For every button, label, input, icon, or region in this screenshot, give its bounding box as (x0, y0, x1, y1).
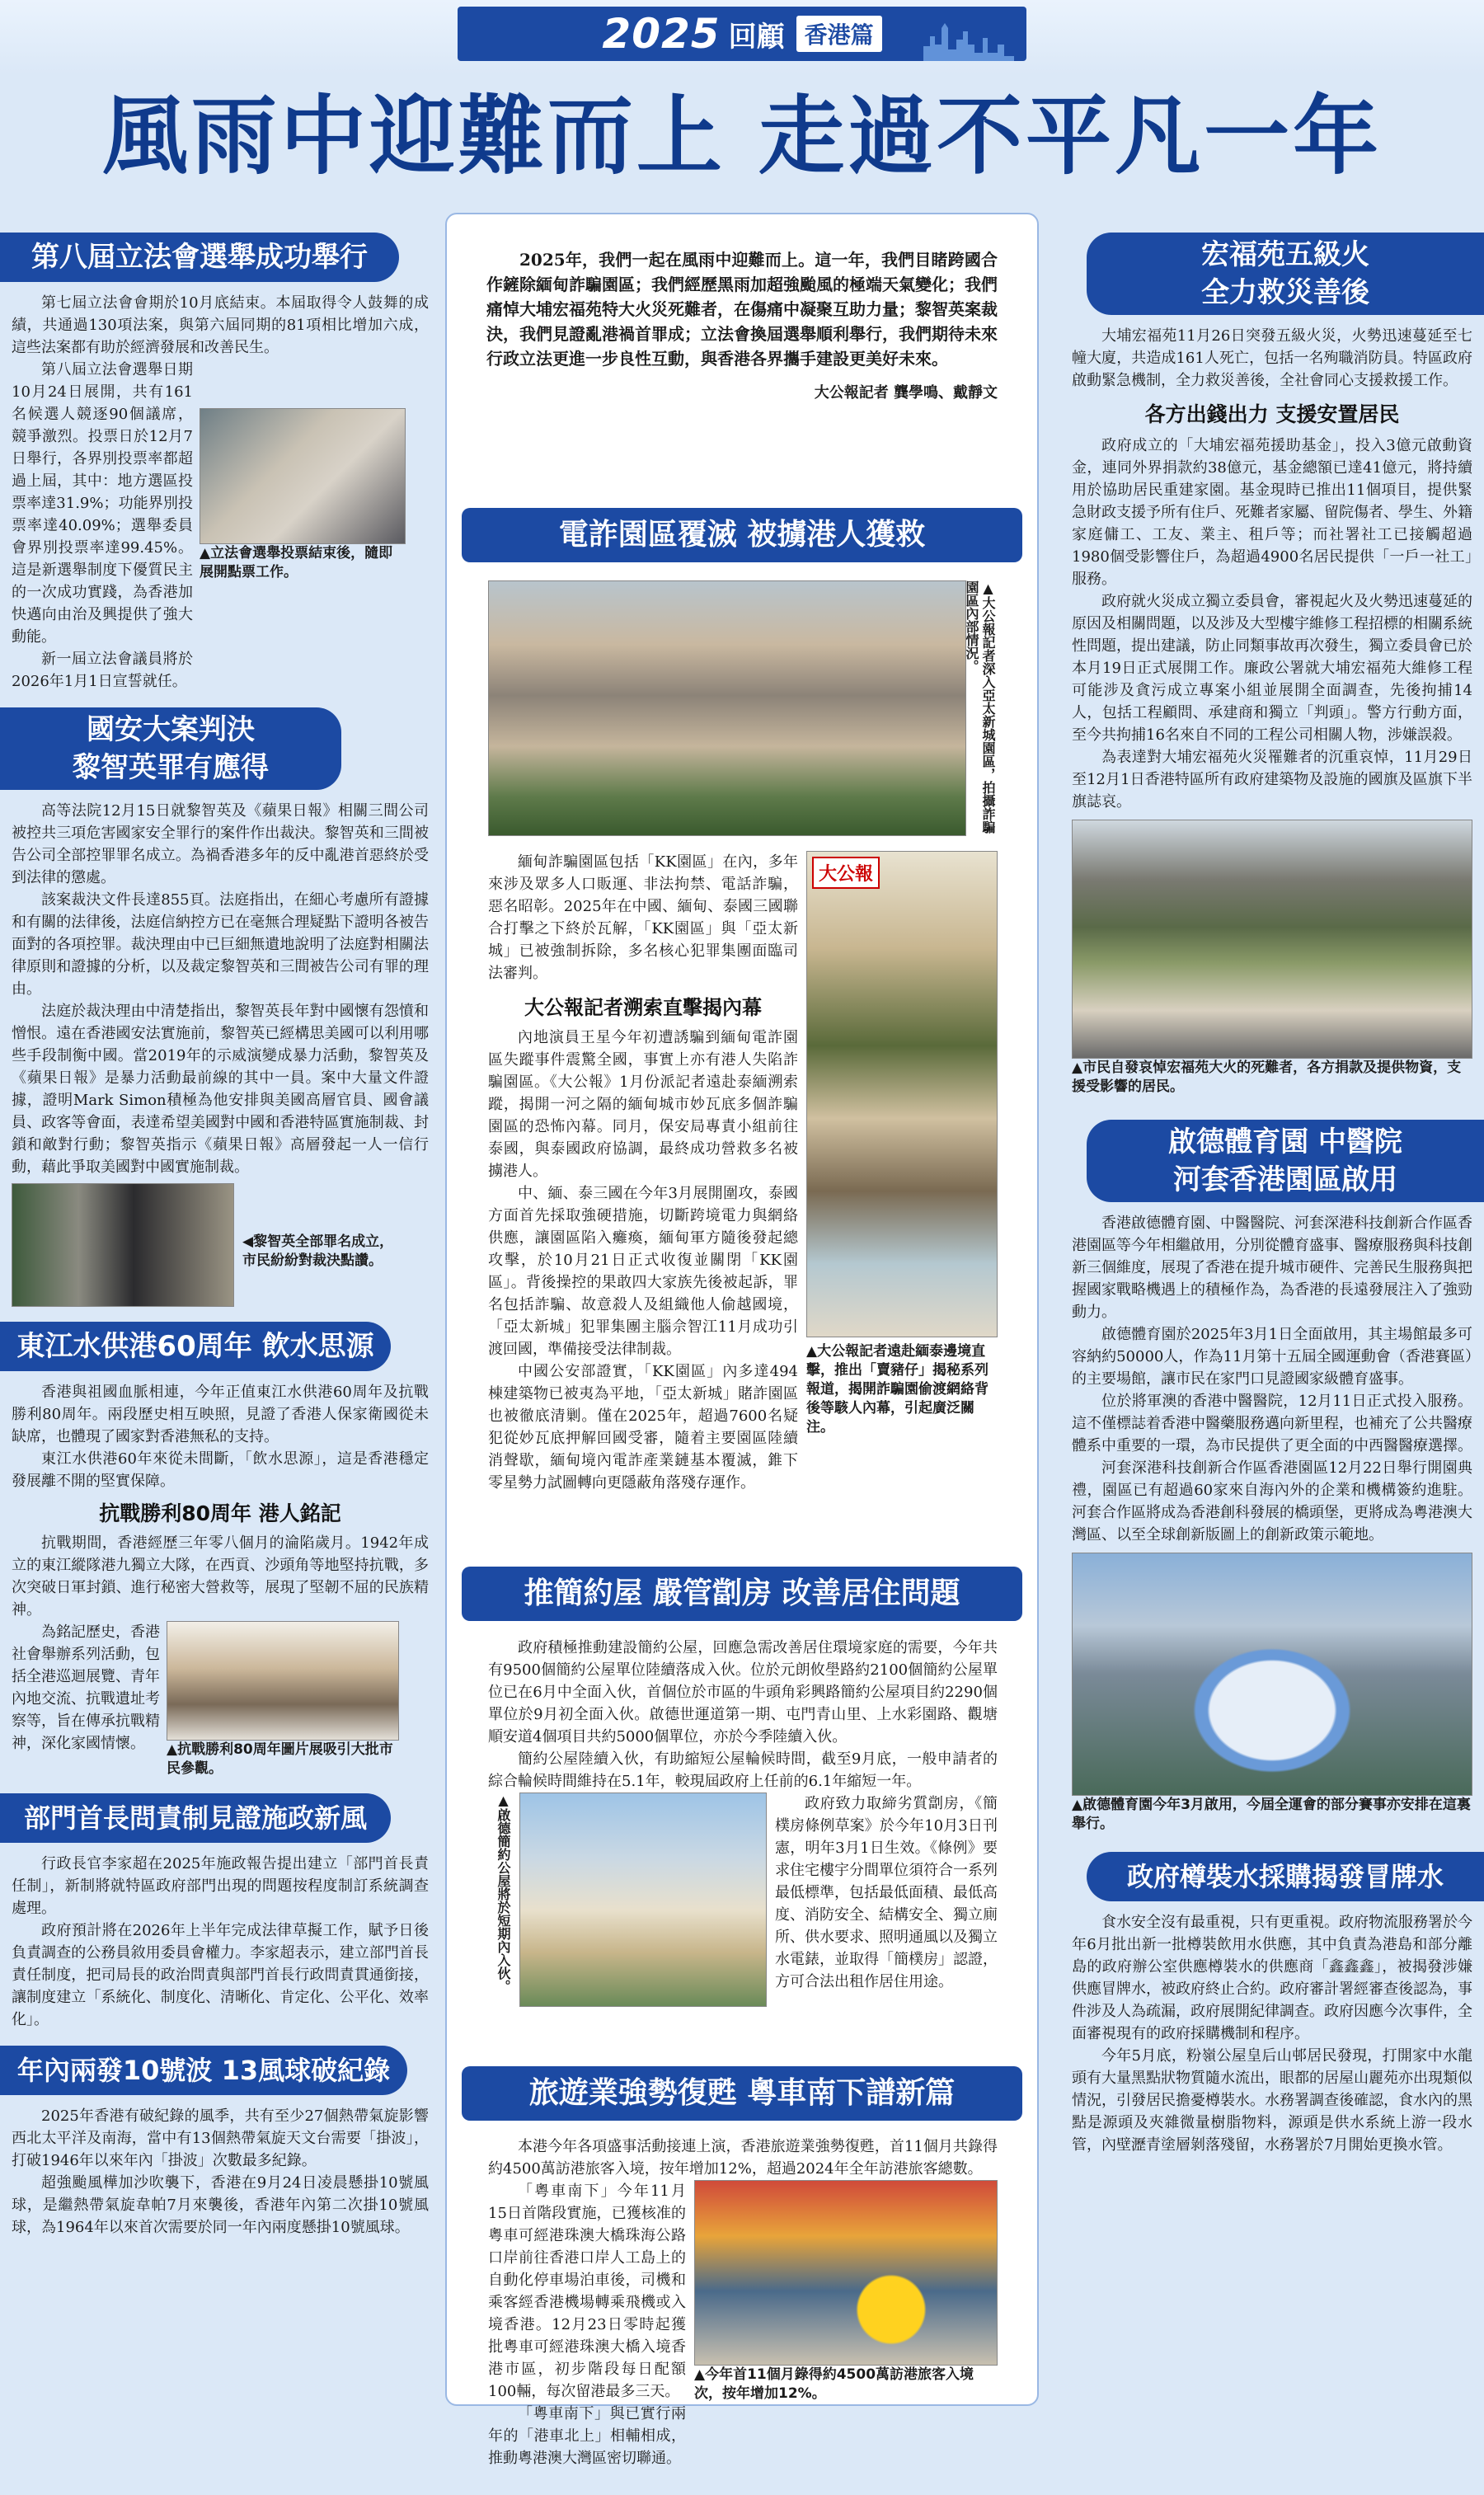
paragraph: 簡約公屋陸續入伙，有助縮短公屋輪候時間，截至9月底，一般申請者的綜合輪候時間維持在5.1年，較現屆政府上任前的6.1年縮短一年。 (488, 1750, 998, 1790)
paragraph: 今年5月底，粉嶺公屋皇后山邨居民發現，打開家中水龍頭有大量黑點狀物質隨水流出，眼都的居屋山麗苑亦出現類似情況，引發居民擔憂樽裝水。水務署調查後確認，食水內的黑點是源頭及夾雜微量樹脂物料，源頭是供水系統上游一段水管，內壁瀝青塗層剝落殘留，水務署於7月開始更換水管。 (1072, 2047, 1472, 2154)
intro-text: 2025年，我們一起在風雨中迎難而上。這一年，我們目睹跨國合作鏟除緬甸詐騙園區；我們經歷黑雨加超強颱風的極端天氣變化；我們痛悼大埔宏福苑特大火災死難者，在傷痛中凝聚互助力量；黎智英案裁決，我們見證亂港禍首罪成；立法會換屆選舉順利舉行，我們期待未來行政立法更進一步良性互動，與香港各界攜手建設更美好未來。 (486, 250, 998, 369)
banner-section: 香港篇 (796, 16, 882, 52)
paragraph: 抗戰期間，香港經歷三年零八個月的淪陷歲月。1942年成立的東江縱隊港九獨立大隊，在西貢、沙頭角等地堅持抗戰，多次突破日軍封鎖、進行秘密大營救等，展現了堅韌不屈的民族精神。 (12, 1534, 429, 1619)
section-title-legco: 第八屆立法會選舉成功舉行 (0, 233, 399, 282)
paragraph: 第七屆立法會會期於10月底結束。本屆取得令人鼓舞的成績，共通過130項法案，與第六屆同期的81項相比增加六成，這些法案都有助於經濟發展和改善民生。 (12, 294, 429, 356)
photo-caption: ▲啟德簡約公屋將於短期內入伙。 (495, 1793, 511, 1993)
right-column (1072, 233, 1472, 2156)
photo-simple-housing (519, 1793, 767, 2007)
byline: 大公報記者 龔學鳴、戴靜文 (814, 384, 998, 402)
photo-caption: ▲啟德體育園今年3月啟用，今屆全運會的部分賽事亦安排在這裏舉行。 (1072, 1797, 1471, 1832)
newspaper-clippings (806, 851, 998, 1337)
subheading: 各方出錢出力 支援安置居民 (1144, 402, 1400, 426)
left-column (12, 233, 429, 2239)
paragraph: 政府預計將在2026年上半年完成法律草擬工作，賦予日後負責調查的公務員敘用委員會權力。李家超表示，建立部門首長責任制度，把司局長的政治問責與部門首長行政問責貫通銜接，讓制度建立「系統化、制度化、清晰化、肯定化、公平化、效率化」。 (12, 1922, 429, 2028)
paragraph: 中國公安部證實，「KK園區」內多達494棟建築物已被夷為平地，「亞太新城」賭詐園區也被徹底清剿。僅在2025年，超過7600名疑犯從妙瓦底押解回國受審，隨着主要園區陸續消聲歇，緬甸境內電詐產業鏈基本覆滅，錐下零星勢力試圖轉向更隱蔽角落殘存運作。 (488, 1363, 798, 1492)
photo-caption: ▲立法會選舉投票結束後，隨即展開點票工作。 (200, 545, 393, 580)
paragraph: 香港與祖國血脈相連，今年正值東江水供港60周年及抗戰勝利80周年。兩段歷史相互映照，見證了香港人保家衛國從未缺席，也體現了國家對香港無私的支持。 (12, 1384, 429, 1445)
photo-tourists-duck (694, 2180, 998, 2366)
title-line: 全力救災善後 (1201, 276, 1369, 309)
housing-section (488, 1637, 998, 2007)
paragraph: 大埔宏福苑11月26日突發五級火災，火勢迅速蔓延至七幢大廈，共造成161人死亡，包括一名殉職消防員。特區政府啟動緊急機制，全力救災善後，全社會同心支援救援工作。 (1072, 327, 1472, 389)
title-line: 黎智英罪有應得 (73, 751, 269, 784)
section-title-jimmy-lai (0, 707, 341, 790)
paragraph: 法庭於裁決理由中清楚指出，黎智英長年對中國懷有怨憤和憎恨。遠在香港國安法實施前，黎智英已經構思美國可以利用哪些手段制衡中國。當2019年的示威演變成暴力活動，黎智英及《蘋果日報》是暴力活動最前線的其中一員。案中大量文件證據，證明Mark Simon積極為他安排與美國高層官員、國會議員、政客等會面，表達希望美國對中國和香港特區實施制裁、封鎖和敵對行動；黎智英指示《蘋果日報》高層發起一人一信行動，藉此爭取美國對中國實施制裁。 (12, 1003, 429, 1176)
section-title-dongjiang: 東江水供港60周年 飲水思源 (0, 1322, 391, 1371)
section-title-tourism: 旅遊業強勢復甦 粵車南下譜新篇 (462, 2066, 1022, 2121)
photo-scam-park (488, 580, 966, 836)
paragraph: 緬甸詐騙園區包括「KK園區」在內，多年來涉及眾多人口販運、非法拘禁、電話詐騙，惡名昭彰。2025年在中國、緬甸、泰國三國聯合打擊之下終於瓦解，「KK園區」與「亞太新城」已被強制拆除，多名核心犯罪集團面臨司法審判。 (488, 853, 798, 982)
paragraph: 食水安全沒有最重視，只有更重視。政府物流服務署於今年6月批出新一批樽裝飲用水供應，其中負責為港島和部分離島的政府辦公室供應樽裝水的供應商「鑫鑫鑫」，被揭發涉嫌供應冒牌水，被政府終止合約。政府審計署經審查後認為，事件涉及人為疏漏，政府展開紀律調查。政府因應今次事件，全面審視現有的政府採購機制和程序。 (1072, 1914, 1472, 2042)
banner-year: 2025 (602, 10, 721, 58)
title-line: 宏福苑五級火 (1201, 238, 1369, 271)
photo-vote-count (200, 408, 406, 544)
skyline-icon (923, 20, 1055, 61)
paragraph: 新一屆立法會議員將於2026年1月1日宣誓就任。 (12, 651, 193, 690)
paragraph: 「粵車南下」今年11月15日首階段實施，已獲核准的粵車可經港珠澳大橋珠海公路口岸前往香港口岸人工島上的自動化停車場泊車後，司機和乘客經香港機場轉乘飛機或入境香港。12月23日零時起獲批粵車可經港珠澳大橋入境香港市區，初步階段每日配額100輛，每次留港最多三天。 (488, 2183, 686, 2400)
paragraph: 中、緬、泰三國在今年3月展開圍攻，泰國方面首先採取強硬措施，切斷跨境電力與網絡供應，讓園區陷入癱瘓，緬甸軍方隨後發起總攻擊，於10月21日正式收復並關閉「KK園區」。背後操控的果敢四大家族先後被起訴，罪名包括詐騙、故意殺人及組織他人偷越國境，「亞太新城」犯罪集團主腦佘智江11月成功引渡回國，準備接受法律制裁。 (488, 1185, 798, 1358)
photo-caption: ▲大公報記者遠赴緬泰邊境直擊，推出「賣豬仔」揭秘系列報道，揭開詐騙園偷渡網絡背後等駭人內幕，引起廣泛關注。 (806, 1343, 989, 1435)
paragraph: 啟德體育園於2025年3月1日全面啟用，其主場館最多可容納約50000人，作為11月第十五屆全國運動會（香港賽區）的主要場館，讓市民在家門口見證國家級體育盛事。 (1072, 1326, 1472, 1388)
title-line: 國安大案判決 (87, 713, 255, 746)
tourism-section (488, 2136, 998, 2469)
title-line: 河套香港園區啟用 (1173, 1163, 1397, 1196)
paragraph: 行政長官李家超在2025年施政報告提出建立「部門首長責任制」，新制將就特區政府部門出現的問題按程度制訂系統調查處理。 (12, 1855, 429, 1917)
newspaper-logo: 大公報 (812, 857, 880, 889)
paragraph: 本港今年各項盛事活動接連上演，香港旅遊業強勢復甦，首11個月共錄得約4500萬訪港旅客入境，按年增加12%，超過2024年全年訪港旅客總數。 (488, 2138, 998, 2178)
photo-kaitak-stadium (1072, 1553, 1472, 1796)
paragraph: 政府致力取締劣質劏房，《簡樸房條例草案》於今年10月3日刊憲，明年3月1日生效。《條例》要求住宅樓宇分間單位須符合一系列最低標準，包括最低面積、最低高度、消防安全、結構安全、獨立廁所、供水要求、照明通風以及獨立水電錶，並取得「簡樸房」認證，方可合法出租作居住用途。 (775, 1795, 998, 1990)
section-title-kaitak (1087, 1120, 1484, 1202)
paragraph: 政府成立的「大埔宏福苑援助基金」，投入3億元啟動資金，連同外界捐款約38億元，基金總額已達41億元，將持續用於協助居民重建家園。基金現時已推出11個項目，提供緊急財政支援予所有住戶、死難者家屬、留院傷者、學生、外籍家庭傭工、工友、業主、租戶等；而社署社工已接觸超過1980個受影響住戶，為超過4900名居民提供「一戶一社工」服務。 (1072, 437, 1472, 588)
subheading: 大公報記者溯索直擊揭內幕 (524, 996, 762, 1019)
section-title-accountability: 部門首長問責制見證施政新風 (0, 1793, 391, 1843)
paragraph: 政府積極推動建設簡約公屋，回應急需改善居住環境家庭的需要，今年共有9500個簡約公屋單位陸續落成入伙。位於元朗攸壆路約2100個簡約公屋單位已在6月中全面入伙，首個位於市區的牛頭角彩興路簡約公屋項目約2290個單位於9月初全面入伙。啟德世運道第一期、屯門青山里、上水彩園路、觀塘順安道4個項目共約5000個單位，亦於今季陸續入伙。 (488, 1639, 998, 1746)
paragraph: 位於將軍澳的香港中醫醫院，12月11日正式投入服務。這不僅標誌着香港中醫藥服務邁向新里程，也補充了公共醫療體系中重要的一環，為市民提供了更全面的中西醫醫療選擇。 (1072, 1393, 1472, 1454)
paragraph: 香港啟德體育園、中醫醫院、河套深港科技創新合作區香港園區等今年相繼啟用，分別從體育盛事、醫療服務與科技創新三個維度，展現了香港在提升城市硬件、完善民生服務與把握國家戰略機遇上的積極作為，為香港的長遠發展注入了強勁動力。 (1072, 1215, 1472, 1321)
paragraph: 超強颱風樺加沙吹襲下，香港在9月24日凌晨懸掛10號風球，是繼熱帶氣旋韋帕7月來襲後，香港年內第二次掛10號風球，為1964年以來首次需要於同一年內兩度懸掛10號風球。 (12, 2174, 429, 2236)
paragraph: 為銘記歷史，香港社會舉辦系列活動，包括全港巡迴展覽、青年內地交流、抗戰遺址考察等，旨在傳承抗戰精神，深化家國情懷。 (12, 1623, 160, 1752)
section-title-housing: 推簡約屋 嚴管劏房 改善居住問題 (462, 1567, 1022, 1621)
section-title-scam-parks: 電詐園區覆滅 被擄港人獲救 (462, 508, 1022, 562)
section-title-typhoon: 年內兩發10號波 13風球破紀錄 (0, 2046, 407, 2095)
paragraph: 第八屆立法會選舉日期10月24日展開，共有161名候選人競逐90個議席，競爭激烈。投票日於12月7日舉行，各界別投票率都超過上屆，其中：地方選區投票率達31.9%；功能界別投票率達40.09%；選舉委員會界別投票率達99.45%。這是新選舉制度下優質民主的一次成功實踐，為香港加快邁向由治及興提供了強大動能。 (12, 361, 193, 646)
section-title-bottled-water: 政府樽裝水採購揭發冒牌水 (1087, 1852, 1484, 1901)
title-line: 啟德體育園 中醫院 (1168, 1125, 1402, 1158)
paragraph: 2025年香港有破紀錄的風季，共有至少27個熱帶氣旋影響西北太平洋及南海，當中有13個熱帶氣旋天文台需要「掛波」，打破1946年以來年內「掛波」次數最多紀錄。 (12, 2107, 429, 2169)
photo-exhibition (167, 1621, 399, 1741)
photo-caption: ◀黎智英全部罪名成立，市民紛紛對裁決點讚。 (242, 1233, 394, 1269)
page-headline: 風雨中迎難而上 走過不平凡一年 (101, 86, 1383, 186)
photo-court (12, 1183, 234, 1307)
photo-caption: ▲今年首11個月錄得約4500萬訪港旅客入境次，按年增加12%。 (694, 2366, 974, 2402)
photo-caption: ▲抗戰勝利80周年圖片展吸引大批市民參觀。 (167, 1741, 393, 1777)
banner-title: 回顧 (728, 20, 785, 54)
photo-caption: ▲市民自發哀悼宏福苑大火的死難者，各方捐款及提供物資，支援受影響的居民。 (1072, 1060, 1462, 1095)
subheading: 抗戰勝利80周年 港人銘記 (99, 1501, 341, 1525)
paragraph: 「粵車南下」與已實行兩年的「港車北上」相輔相成，推動粵港澳大灣區密切聯通。 (488, 2405, 686, 2467)
paragraph: 高等法院12月15日就黎智英及《蘋果日報》相關三間公司被控共三項危害國家安全罪行的案件作出裁決。黎智英和三間被告公司全部控罪罪名成立。為禍香港多年的反中亂港首惡終於受到法律的懲處。 (12, 802, 429, 886)
photo-fire-memorial (1072, 820, 1472, 1059)
paragraph: 政府就火災成立獨立委員會，審視起火及火勢迅速蔓延的原因及相關問題，以及涉及大型樓宇維修工程招標的相關系統性問題，提出建議，防止同類事故再次發生，獨立委員會已於本月19日正式展開工作。廉政公署就大埔宏福苑大維修工程可能涉及貪污成立專案小組並展開全面調查，先後拘捕14人，包括工程顧問、承建商和獨立「判頭」。警方行動方面，至今共拘捕16名來自不同的工程公司相關人物，涉嫌誤殺。 (1072, 593, 1472, 744)
paragraph: 東江水供港60年來從未間斷，「飲水思源」，這是香港穩定發展離不開的堅實保障。 (12, 1450, 429, 1490)
paragraph: 為表達對大埔宏福苑火災罹難者的沉重哀悼，11月29日至12月1日香港特區所有政府建築物及設施的國旗及區旗下半旗誌哀。 (1072, 749, 1472, 811)
paragraph: 河套深港科技創新合作區香港園區12月22日舉行開園典禮，園區已有超過60家來自海內外的企業和機構簽約進駐。河套合作區將成為香港創科發展的橋頭堡，更將成為粵港澳大灣區、以至全球創新版圖上的創新政策示範地。 (1072, 1459, 1472, 1544)
photo-caption: ▲大公報記者深入亞太新城園區，拍攝詐騙園區內部情況。 (964, 580, 996, 834)
intro-block (486, 247, 998, 402)
paragraph: 內地演員王星今年初遭誘騙到緬甸電詐園區失蹤事件震驚全國，事實上亦有港人失陷詐騙園區。《大公報》1月份派記者遠赴泰緬溯索蹤，揭開一河之隔的緬甸城市妙瓦底多個詐騙園區的恐怖內幕。同月，保安局專責小組前往泰國，與泰國政府協調，最終成功營救多名被擄港人。 (488, 1029, 798, 1180)
paragraph: 該案裁決文件長達855頁。法庭指出，在細心考慮所有證據和有關的法律後，法庭信納控方已在毫無合理疑點下證明各被告面對的各項控罪。裁決理由中已巨細無遺地說明了法庭對相關法律原則和證據的分析，以及裁定黎智英和三間被告公司有罪的理由。 (12, 891, 429, 998)
scam-section (488, 580, 998, 1494)
section-title-fire (1087, 233, 1484, 315)
section-banner (458, 7, 1026, 61)
